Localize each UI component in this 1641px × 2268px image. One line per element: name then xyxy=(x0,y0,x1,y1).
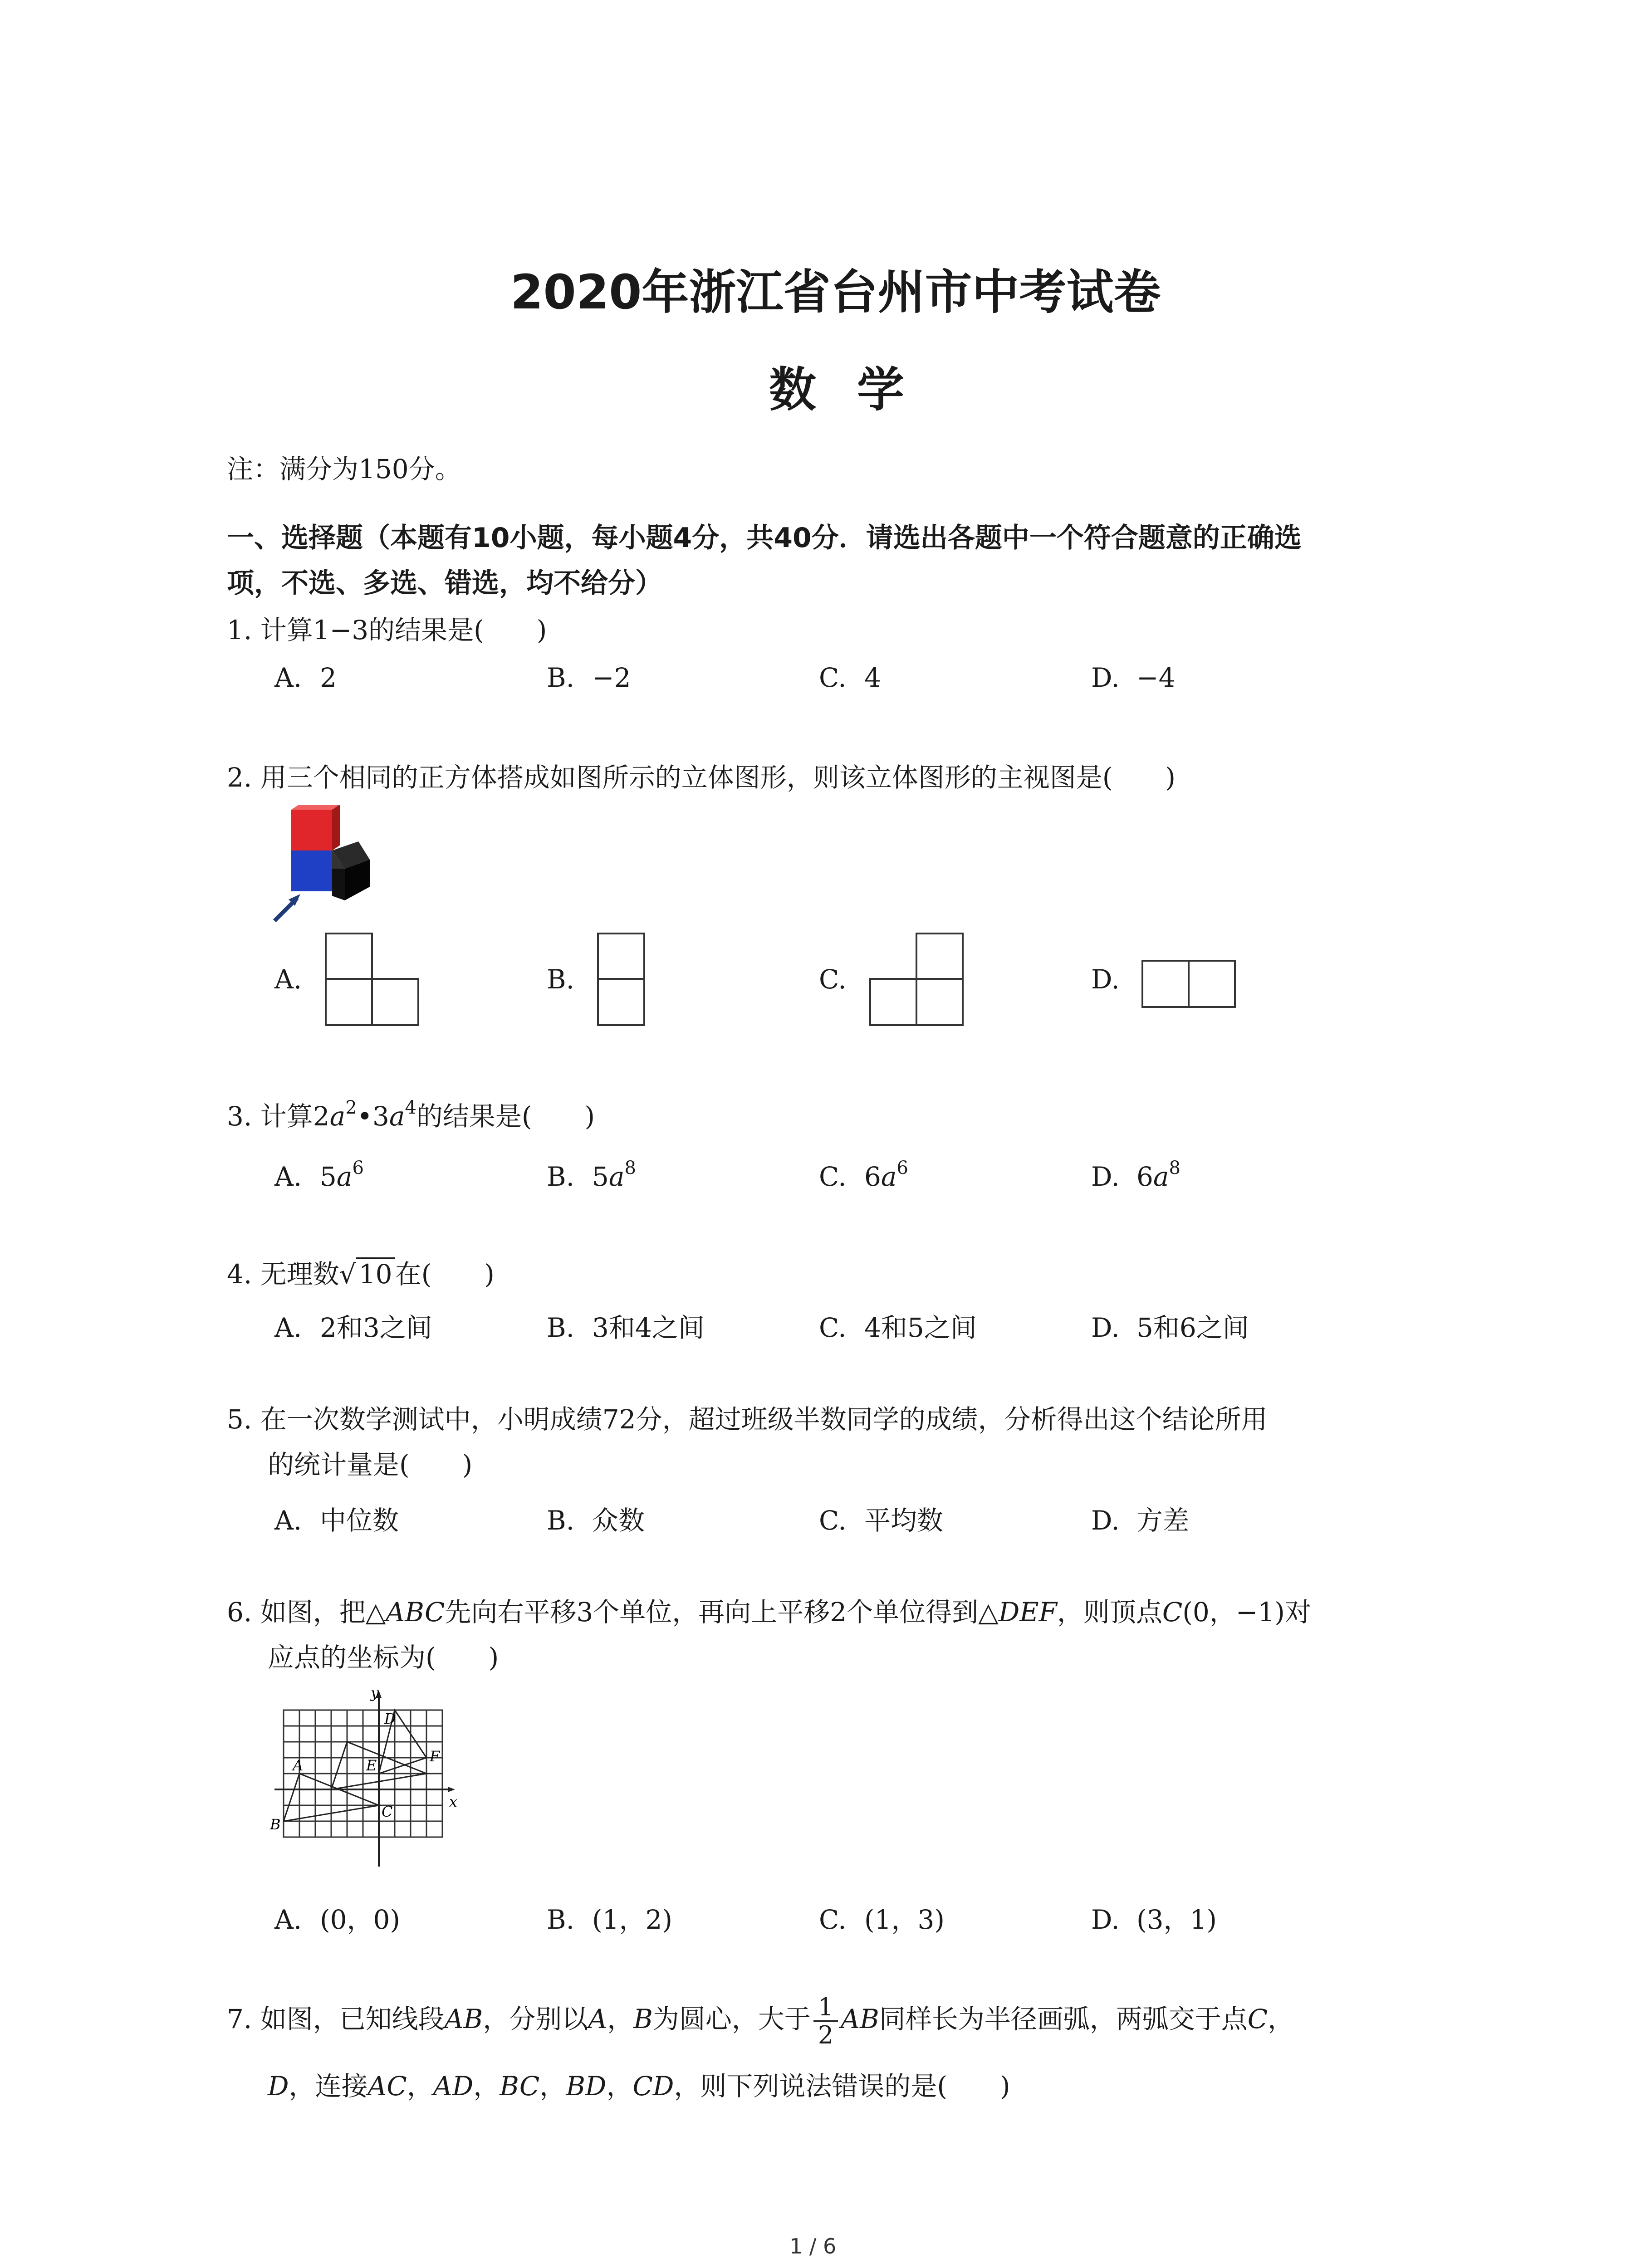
red-cube xyxy=(291,810,332,850)
q5-option-a: A. 中位数 xyxy=(274,1505,399,1536)
page-number: 1 / 6 xyxy=(789,2234,837,2258)
blue-cube xyxy=(291,850,332,891)
q6-stem-line1: 6. 如图，把△ABC先向右平移3个单位，再向上平移2个单位得到△DEF，则顶点C(0，−1)对 xyxy=(227,1597,1311,1628)
q2-option-d-label: D. xyxy=(1091,964,1120,995)
q2-cube-figure xyxy=(268,805,377,932)
q1-option-c: C. 4 xyxy=(819,662,881,693)
q7-stem-line1: 7. 如图，已知线段AB，分别以A，B为圆心，大于 $\frac{1}{2}$ AB同样长为半径画弧，两弧交于点C， xyxy=(227,1993,1294,2050)
q3-option-b: B. $5a^8$ xyxy=(547,1158,636,1192)
q6-stem-line2: 应点的坐标为( ) xyxy=(268,1642,499,1673)
q3-stem: 3. 计算$2a^2•3a^4$的结果是( ) xyxy=(227,1097,595,1132)
q5-option-d: D. 方差 xyxy=(1091,1505,1190,1536)
q7-stem-line2: D，连接AC，AD，BC，BD，CD，则下列说法错误的是( ) xyxy=(268,2071,1010,2102)
q1-stem: 1. 计算1−3的结果是( ) xyxy=(227,615,547,645)
y-axis-label: y xyxy=(371,1685,379,1701)
q4-option-c: C. 4和5之间 xyxy=(819,1312,977,1343)
point-d-label: D xyxy=(384,1710,396,1727)
section-heading-line2: 项，不选、多选、错选，均不给分） xyxy=(227,567,662,599)
q5-option-b: B. 众数 xyxy=(547,1505,645,1536)
point-c-label: C xyxy=(382,1803,393,1820)
q2-option-a-figure xyxy=(324,932,422,1027)
fraction-one-half: $\frac{1}{2}$ xyxy=(813,1994,838,2049)
q2-option-b-figure xyxy=(597,932,649,1027)
q2-option-c-figure xyxy=(869,932,966,1027)
score-note: 注：满分为150分。 xyxy=(227,454,461,484)
q2-stem: 2. 用三个相同的正方体搭成如图所示的立体图形，则该立体图形的主视图是( ) xyxy=(227,762,1176,793)
q3-option-a: A. $5a^6$ xyxy=(274,1158,364,1192)
q1-option-d: D. −4 xyxy=(1091,662,1176,693)
point-b-label: B xyxy=(270,1816,281,1833)
q4-stem: 4. 无理数√ 10 在( ) xyxy=(227,1261,495,1287)
q6-option-c: C. (1，3) xyxy=(819,1904,945,1935)
section-heading-line1: 一、选择题（本题有10小题，每小题4分，共40分．请选出各题中一个符合题意的正确选 xyxy=(227,522,1302,554)
q2-option-a-label: A. xyxy=(274,964,302,995)
q4-option-b: B. 3和4之间 xyxy=(547,1312,705,1343)
exam-title: 2020年浙江省台州市中考试卷 xyxy=(510,264,1161,320)
q5-stem-line1: 5. 在一次数学测试中，小明成绩72分，超过班级半数同学的成绩，分析得出这个结论所用 xyxy=(227,1404,1268,1435)
q6-grid-figure xyxy=(265,1685,474,1876)
q3-option-d: D. $6a^8$ xyxy=(1091,1158,1181,1192)
q2-option-b-label: B. xyxy=(547,964,575,995)
q6-option-a: A. (0，0) xyxy=(274,1904,401,1935)
black-cube xyxy=(332,869,345,900)
q4-option-d: D. 5和6之间 xyxy=(1091,1312,1249,1343)
q2-option-c-label: C. xyxy=(819,964,847,995)
subject-title: 数学 xyxy=(769,362,945,417)
q2-option-d-figure xyxy=(1141,959,1239,1009)
q3-option-c: C. $6a^6$ xyxy=(819,1158,908,1192)
q1-option-a: A. 2 xyxy=(274,662,337,693)
q6-option-d: D. (3，1) xyxy=(1091,1904,1217,1935)
q1-option-b: B. −2 xyxy=(547,662,631,693)
point-e-label: E xyxy=(366,1757,377,1774)
q5-stem-line2: 的统计量是( ) xyxy=(268,1449,473,1480)
q6-option-b: B. (1，2) xyxy=(547,1904,673,1935)
q4-option-a: A. 2和3之间 xyxy=(274,1312,432,1343)
x-axis-label: x xyxy=(449,1793,458,1810)
q5-option-c: C. 平均数 xyxy=(819,1505,944,1536)
sqrt-symbol: √ 10 xyxy=(339,1261,395,1287)
point-f-label: F xyxy=(430,1748,440,1765)
point-a-label: A xyxy=(293,1757,304,1774)
